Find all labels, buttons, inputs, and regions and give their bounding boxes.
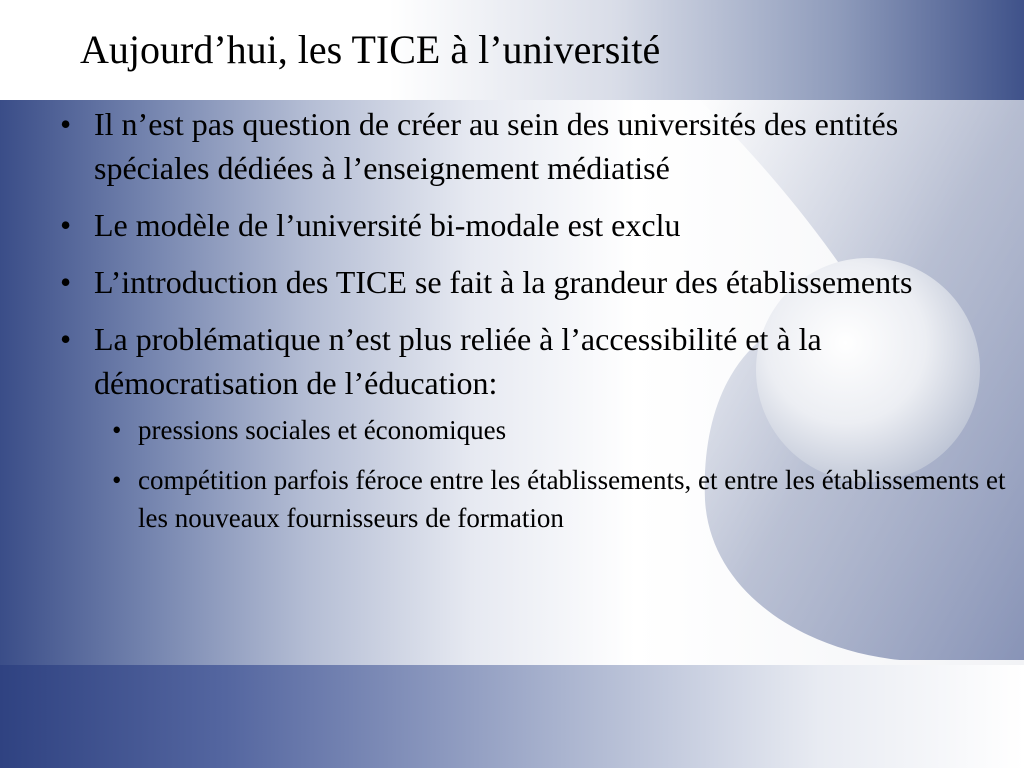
subbullet-marker: • (112, 465, 122, 495)
subbullet-marker: • (112, 415, 122, 445)
bullet-marker: • (60, 106, 72, 142)
subbullet-item (94, 411, 1006, 449)
subbullet-item (94, 461, 1006, 537)
bullet-text: La problématique n’est plus reliée à l’accessibilité et à la démocratisation de l’éducation: (94, 321, 822, 401)
bullet-item (56, 260, 1006, 304)
bullet-marker: • (60, 207, 72, 243)
bullet-item (56, 317, 1006, 537)
subbullet-text: pressions sociales et économiques (138, 415, 507, 445)
subbullet-text: compétition parfois féroce entre les établissements, et entre les établissements et les nouveaux fournisseurs de formation (138, 465, 1006, 533)
subbullet-list (94, 411, 1006, 537)
bullet-text: Le modèle de l’université bi-modale est exclu (94, 207, 681, 243)
bullet-marker: • (60, 321, 72, 357)
bullet-text: Il n’est pas question de créer au sein des universités des entités spéciales dédiées à l’enseignement médiatisé (94, 106, 899, 186)
bullet-list (56, 102, 1006, 537)
bullet-item (56, 102, 1006, 190)
slide-title: Aujourd’hui, les TICE à l’université (80, 27, 661, 72)
bullet-marker: • (60, 264, 72, 300)
bullet-item (56, 203, 1006, 247)
slide-content (56, 102, 1006, 550)
bullet-text: L’introduction des TICE se fait à la grandeur des établissements (94, 264, 913, 300)
